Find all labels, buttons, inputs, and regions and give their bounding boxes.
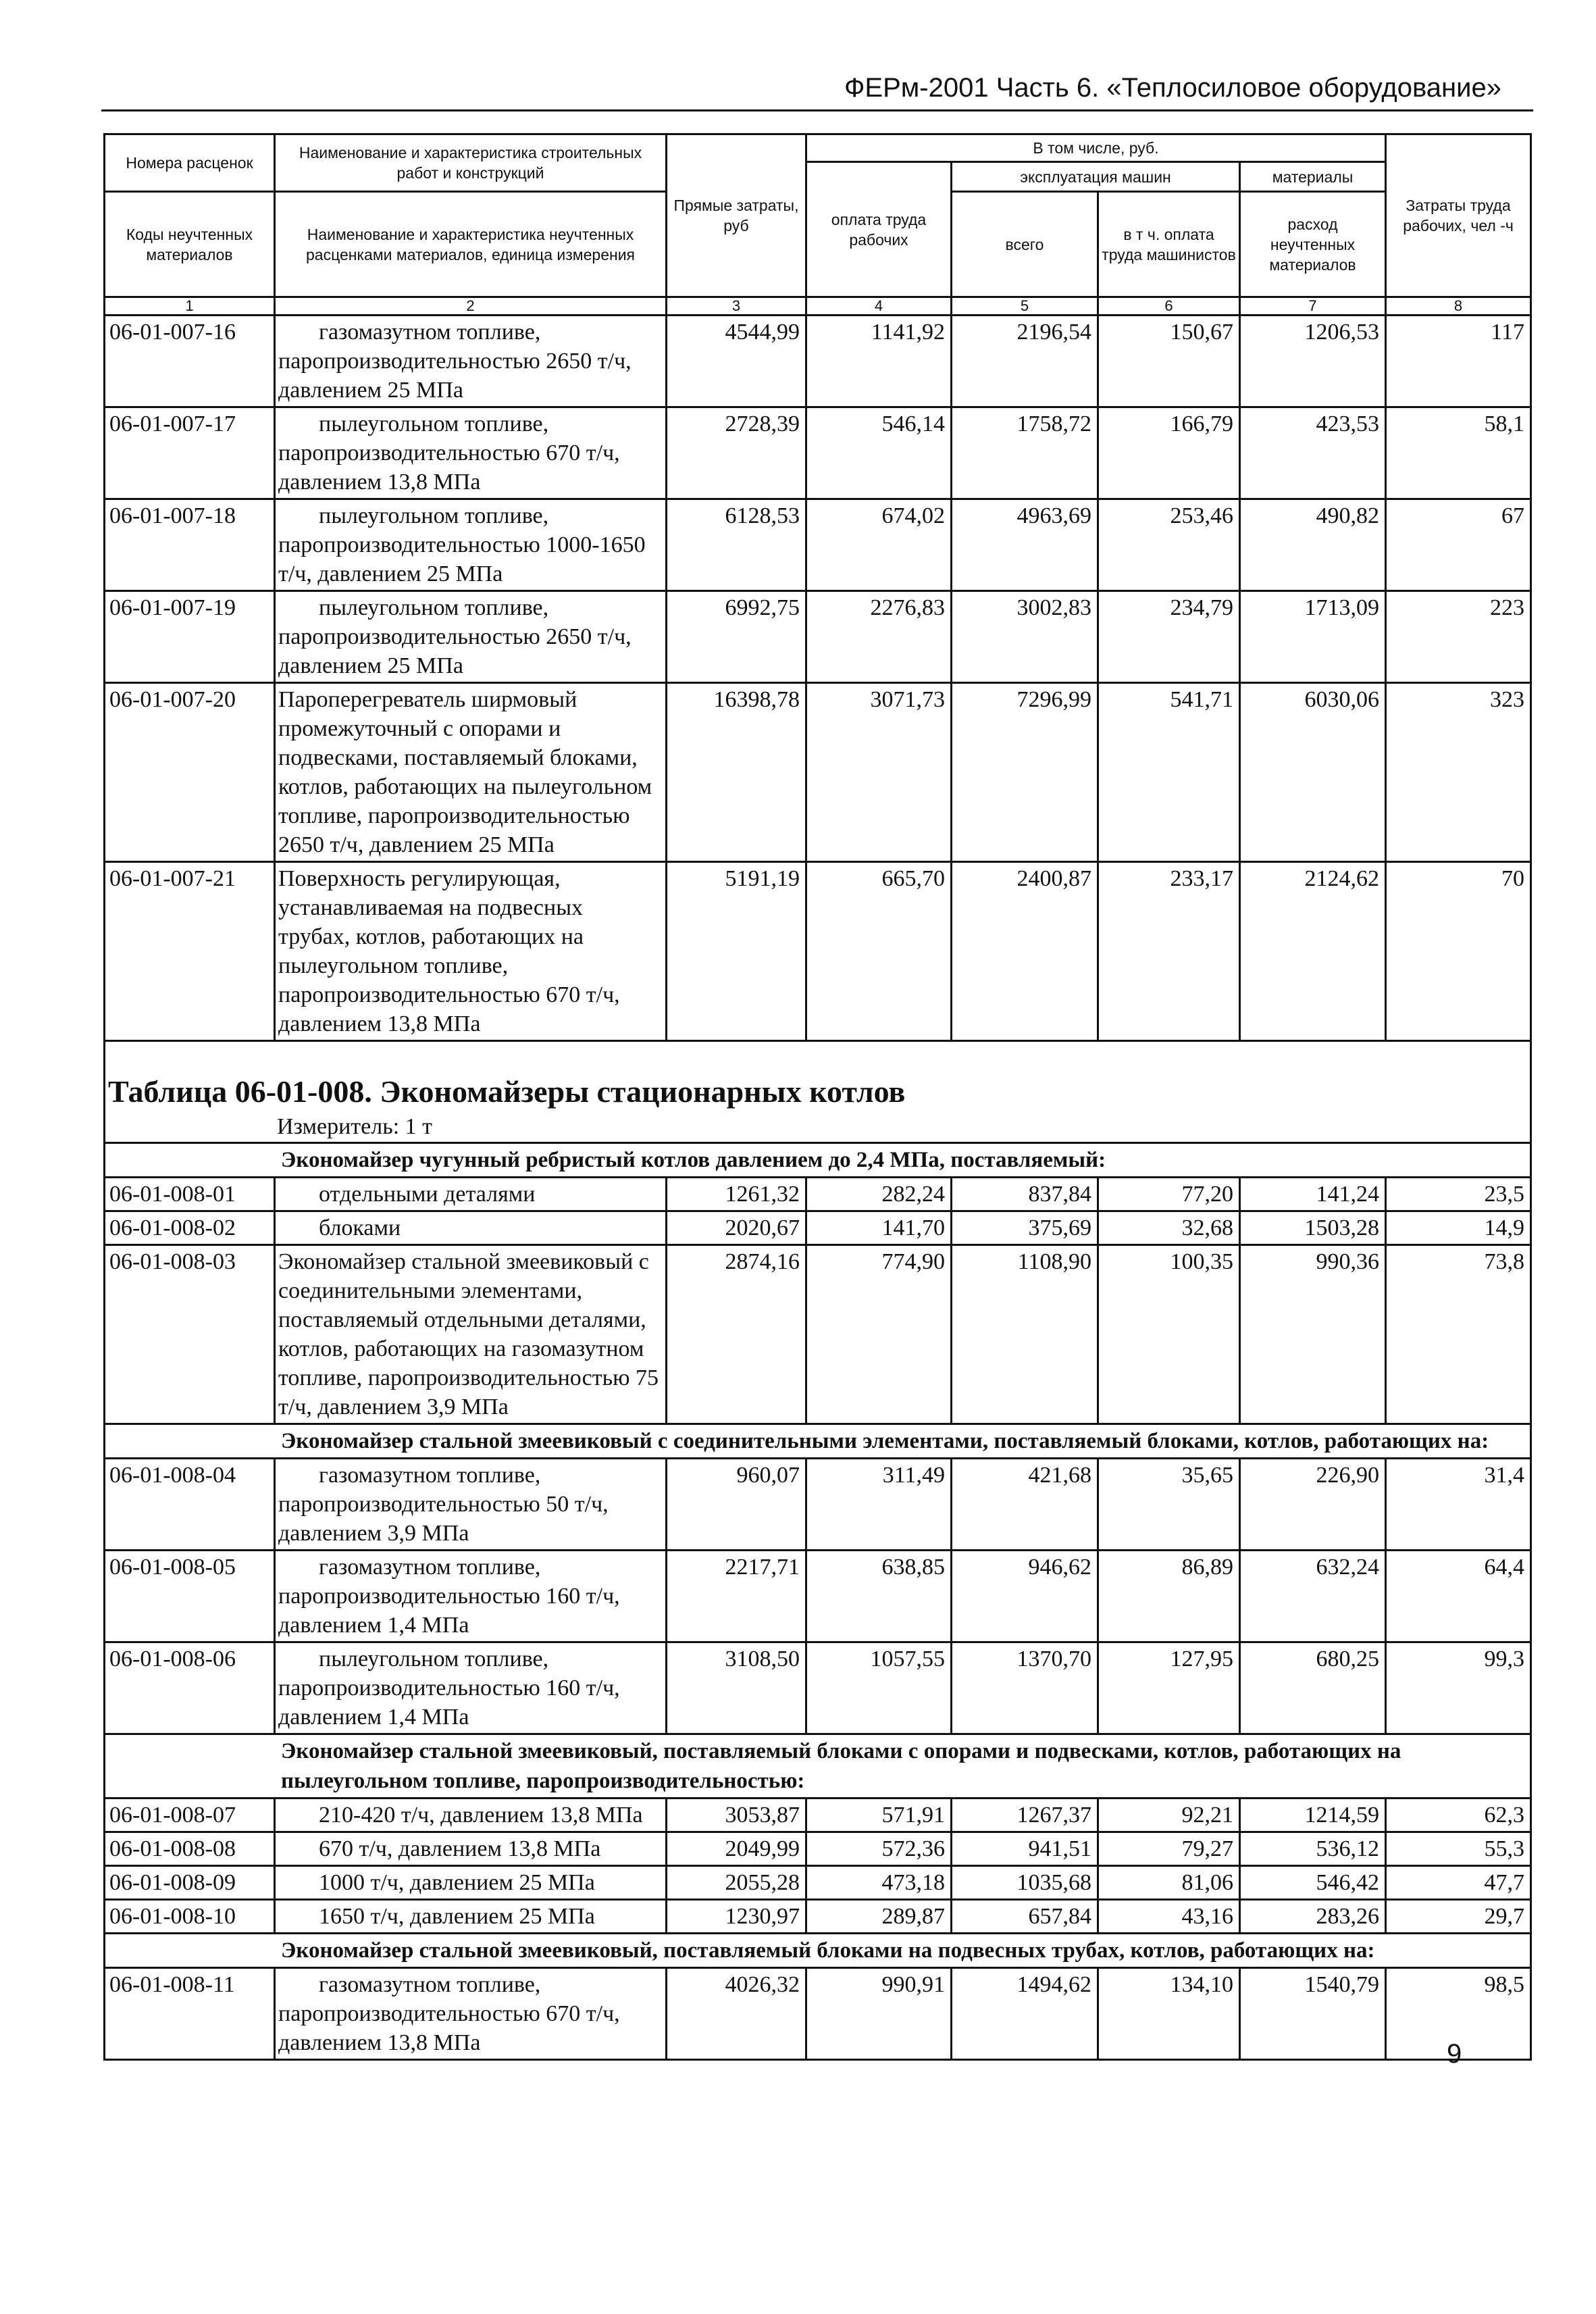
work-description: пылеугольном топливе, паропроизводительностью 2650 т/ч, давлением 25 МПа bbox=[275, 591, 667, 683]
labor-hours-value: 31,4 bbox=[1386, 1459, 1531, 1551]
worker-pay-value: 1141,92 bbox=[806, 316, 952, 407]
operator-pay-value: 79,27 bbox=[1098, 1832, 1240, 1866]
machines-total-value: 1494,62 bbox=[952, 1968, 1098, 2060]
worker-pay-value: 674,02 bbox=[806, 499, 952, 591]
col-number: 4 bbox=[806, 297, 952, 316]
rate-code: 06-01-007-20 bbox=[105, 683, 275, 862]
direct-costs-value: 16398,78 bbox=[667, 683, 806, 862]
table-row bbox=[105, 1866, 1531, 1900]
col-header-machines: эксплуатация машин bbox=[952, 162, 1240, 192]
machines-total-value: 7296,99 bbox=[952, 683, 1098, 862]
material-use-value: 2124,62 bbox=[1240, 862, 1386, 1041]
table-row bbox=[105, 862, 1531, 1041]
direct-costs-value: 3053,87 bbox=[667, 1799, 806, 1832]
machines-total-value: 1758,72 bbox=[952, 407, 1098, 499]
work-description: 1000 т/ч, давлением 25 МПа bbox=[275, 1866, 667, 1900]
operator-pay-value: 134,10 bbox=[1098, 1968, 1240, 2060]
work-description: газомазутном топливе, паропроизводительностью 50 т/ч, давлением 3,9 МПа bbox=[275, 1459, 667, 1551]
machines-total-value: 4963,69 bbox=[952, 499, 1098, 591]
worker-pay-value: 282,24 bbox=[806, 1178, 952, 1211]
machines-total-value: 837,84 bbox=[952, 1178, 1098, 1211]
col-header-rate-numbers: Номера расценок bbox=[105, 134, 275, 192]
group-heading: Экономайзер стальной змеевиковый, поставляемый блоками на подвесных трубах, котлов, работающих на: bbox=[105, 1934, 1531, 1968]
machines-total-value: 375,69 bbox=[952, 1211, 1098, 1245]
worker-pay-value: 571,91 bbox=[806, 1799, 952, 1832]
col-header-material-codes: Коды неучтенных материалов bbox=[105, 192, 275, 297]
work-description: газомазутном топливе, паропроизводительностью 2650 т/ч, давлением 25 МПа bbox=[275, 316, 667, 407]
material-use-value: 990,36 bbox=[1240, 1245, 1386, 1424]
work-description: Пароперегреватель ширмовый промежуточный с опорами и подвесками, поставляемый блоками, котлов, работающих на пылеугольном топливе, паропроизводительностью 2650 т/ч, давлением 25 МПа bbox=[275, 683, 667, 862]
machines-total-value: 1035,68 bbox=[952, 1866, 1098, 1900]
labor-hours-value: 64,4 bbox=[1386, 1551, 1531, 1642]
material-use-value: 226,90 bbox=[1240, 1459, 1386, 1551]
labor-hours-value: 70 bbox=[1386, 862, 1531, 1041]
col-header-work-name: Наименование и характеристика строительных работ и конструкций bbox=[275, 134, 667, 192]
worker-pay-value: 289,87 bbox=[806, 1900, 952, 1934]
material-use-value: 1713,09 bbox=[1240, 591, 1386, 683]
operator-pay-value: 32,68 bbox=[1098, 1211, 1240, 1245]
labor-hours-value: 99,3 bbox=[1386, 1642, 1531, 1734]
group-heading-row bbox=[105, 1934, 1531, 1968]
direct-costs-value: 2728,39 bbox=[667, 407, 806, 499]
col-number: 8 bbox=[1386, 297, 1531, 316]
worker-pay-value: 774,90 bbox=[806, 1245, 952, 1424]
rate-code: 06-01-007-19 bbox=[105, 591, 275, 683]
material-use-value: 546,42 bbox=[1240, 1866, 1386, 1900]
operator-pay-value: 127,95 bbox=[1098, 1642, 1240, 1734]
machines-total-value: 941,51 bbox=[952, 1832, 1098, 1866]
operator-pay-value: 234,79 bbox=[1098, 591, 1240, 683]
work-description: блоками bbox=[275, 1211, 667, 1245]
operator-pay-value: 92,21 bbox=[1098, 1799, 1240, 1832]
table-row bbox=[105, 1642, 1531, 1734]
section-title: Таблица 06-01-008. Экономайзеры стационарных котлов bbox=[108, 1074, 906, 1109]
table-row bbox=[105, 499, 1531, 591]
operator-pay-value: 86,89 bbox=[1098, 1551, 1240, 1642]
work-description: 210-420 т/ч, давлением 13,8 МПа bbox=[275, 1799, 667, 1832]
group-heading: Экономайзер стальной змеевиковый, поставляемый блоками с опорами и подвесками, котлов, работающих на пылеугольном топливе, паропроизводительностью: bbox=[105, 1734, 1531, 1799]
col-header-materials: материалы bbox=[1240, 162, 1386, 192]
group-heading: Экономайзер чугунный ребристый котлов давлением до 2,4 МПа, поставляемый: bbox=[105, 1143, 1531, 1178]
direct-costs-value: 2874,16 bbox=[667, 1245, 806, 1424]
direct-costs-value: 5191,19 bbox=[667, 862, 806, 1041]
material-use-value: 1214,59 bbox=[1240, 1799, 1386, 1832]
section-header bbox=[105, 1051, 1531, 1143]
table-row bbox=[105, 407, 1531, 499]
table-row bbox=[105, 1799, 1531, 1832]
operator-pay-value: 166,79 bbox=[1098, 407, 1240, 499]
material-use-value: 632,24 bbox=[1240, 1551, 1386, 1642]
operator-pay-value: 100,35 bbox=[1098, 1245, 1240, 1424]
labor-hours-value: 14,9 bbox=[1386, 1211, 1531, 1245]
labor-hours-value: 98,5 bbox=[1386, 1968, 1531, 2060]
material-use-value: 141,24 bbox=[1240, 1178, 1386, 1211]
machines-total-value: 1108,90 bbox=[952, 1245, 1098, 1424]
group-heading-row bbox=[105, 1424, 1531, 1459]
table-row bbox=[105, 591, 1531, 683]
work-description: пылеугольном топливе, паропроизводительностью 160 т/ч, давлением 1,4 МПа bbox=[275, 1642, 667, 1734]
labor-hours-value: 55,3 bbox=[1386, 1832, 1531, 1866]
material-use-value: 680,25 bbox=[1240, 1642, 1386, 1734]
direct-costs-value: 2217,71 bbox=[667, 1551, 806, 1642]
worker-pay-value: 1057,55 bbox=[806, 1642, 952, 1734]
rate-code: 06-01-007-16 bbox=[105, 316, 275, 407]
machines-total-value: 3002,83 bbox=[952, 591, 1098, 683]
table-row bbox=[105, 1211, 1531, 1245]
table-row bbox=[105, 1900, 1531, 1934]
table-row bbox=[105, 1245, 1531, 1424]
col-number: 1 bbox=[105, 297, 275, 316]
table-row bbox=[105, 1832, 1531, 1866]
rate-code: 06-01-008-10 bbox=[105, 1900, 275, 1934]
machines-total-value: 1370,70 bbox=[952, 1642, 1098, 1734]
spacer bbox=[105, 1041, 1531, 1052]
labor-hours-value: 47,7 bbox=[1386, 1866, 1531, 1900]
direct-costs-value: 3108,50 bbox=[667, 1642, 806, 1734]
table-row bbox=[105, 1551, 1531, 1642]
rate-code: 06-01-008-06 bbox=[105, 1642, 275, 1734]
col-header-worker-pay: оплата труда рабочих bbox=[806, 162, 952, 297]
labor-hours-value: 223 bbox=[1386, 591, 1531, 683]
table-row bbox=[105, 1459, 1531, 1551]
machines-total-value: 1267,37 bbox=[952, 1799, 1098, 1832]
work-description: газомазутном топливе, паропроизводительностью 670 т/ч, давлением 13,8 МПа bbox=[275, 1968, 667, 2060]
operator-pay-value: 35,65 bbox=[1098, 1459, 1240, 1551]
work-description: пылеугольном топливе, паропроизводительностью 1000-1650 т/ч, давлением 25 МПа bbox=[275, 499, 667, 591]
group-heading-row bbox=[105, 1734, 1531, 1799]
direct-costs-value: 2055,28 bbox=[667, 1866, 806, 1900]
work-description: Экономайзер стальной змеевиковый с соединительными элементами, поставляемый отдельными деталями, котлов, работающих на газомазутном топливе, паропроизводительностью 75 т/ч, давлением 3,9 МПа bbox=[275, 1245, 667, 1424]
unit-of-measure: Измеритель: 1 т bbox=[277, 1114, 433, 1139]
operator-pay-value: 541,71 bbox=[1098, 683, 1240, 862]
rate-code: 06-01-008-04 bbox=[105, 1459, 275, 1551]
col-header-direct-costs: Прямые затраты, руб bbox=[667, 134, 806, 297]
page-number: 9 bbox=[1447, 2039, 1462, 2069]
rate-code: 06-01-007-21 bbox=[105, 862, 275, 1041]
work-description: Поверхность регулирующая, устанавливаемая на подвесных трубах, котлов, работающих на пылеугольном топливе, паропроизводительностью 670 т/ч, давлением 13,8 МПа bbox=[275, 862, 667, 1041]
rate-code: 06-01-008-09 bbox=[105, 1866, 275, 1900]
col-header-material-name: Наименование и характеристика неучтенных расценками материалов, единица измерения bbox=[275, 192, 667, 297]
worker-pay-value: 638,85 bbox=[806, 1551, 952, 1642]
worker-pay-value: 141,70 bbox=[806, 1211, 952, 1245]
direct-costs-value: 4026,32 bbox=[667, 1968, 806, 2060]
rate-code: 06-01-008-03 bbox=[105, 1245, 275, 1424]
rates-table bbox=[103, 133, 1532, 2061]
rate-code: 06-01-008-02 bbox=[105, 1211, 275, 1245]
material-use-value: 536,12 bbox=[1240, 1832, 1386, 1866]
work-description: 1650 т/ч, давлением 25 МПа bbox=[275, 1900, 667, 1934]
worker-pay-value: 572,36 bbox=[806, 1832, 952, 1866]
worker-pay-value: 546,14 bbox=[806, 407, 952, 499]
material-use-value: 6030,06 bbox=[1240, 683, 1386, 862]
col-number: 3 bbox=[667, 297, 806, 316]
rate-code: 06-01-008-05 bbox=[105, 1551, 275, 1642]
worker-pay-value: 473,18 bbox=[806, 1866, 952, 1900]
direct-costs-value: 6992,75 bbox=[667, 591, 806, 683]
labor-hours-value: 73,8 bbox=[1386, 1245, 1531, 1424]
machines-total-value: 2196,54 bbox=[952, 316, 1098, 407]
worker-pay-value: 665,70 bbox=[806, 862, 952, 1041]
rate-code: 06-01-007-18 bbox=[105, 499, 275, 591]
col-number: 5 bbox=[952, 297, 1098, 316]
labor-hours-value: 58,1 bbox=[1386, 407, 1531, 499]
material-use-value: 1206,53 bbox=[1240, 316, 1386, 407]
group-heading: Экономайзер стальной змеевиковый с соединительными элементами, поставляемый блоками, котлов, работающих на: bbox=[105, 1424, 1531, 1459]
rate-code: 06-01-007-17 bbox=[105, 407, 275, 499]
col-number: 7 bbox=[1240, 297, 1386, 316]
header-rule bbox=[101, 109, 1533, 111]
table-row bbox=[105, 1178, 1531, 1211]
direct-costs-value: 1230,97 bbox=[667, 1900, 806, 1934]
table-row bbox=[105, 316, 1531, 407]
col-number: 6 bbox=[1098, 297, 1240, 316]
rate-code: 06-01-008-08 bbox=[105, 1832, 275, 1866]
direct-costs-value: 6128,53 bbox=[667, 499, 806, 591]
work-description: газомазутном топливе, паропроизводительностью 160 т/ч, давлением 1,4 МПа bbox=[275, 1551, 667, 1642]
col-header-machines-total: всего bbox=[952, 192, 1098, 297]
labor-hours-value: 117 bbox=[1386, 316, 1531, 407]
labor-hours-value: 29,7 bbox=[1386, 1900, 1531, 1934]
machines-total-value: 657,84 bbox=[952, 1900, 1098, 1934]
col-header-labor-hours: Затраты труда рабочих, чел -ч bbox=[1386, 134, 1531, 297]
group-heading-row bbox=[105, 1143, 1531, 1178]
rate-code: 06-01-008-11 bbox=[105, 1968, 275, 2060]
rate-code: 06-01-008-01 bbox=[105, 1178, 275, 1211]
work-description: 670 т/ч, давлением 13,8 МПа bbox=[275, 1832, 667, 1866]
labor-hours-value: 62,3 bbox=[1386, 1799, 1531, 1832]
material-use-value: 283,26 bbox=[1240, 1900, 1386, 1934]
machines-total-value: 946,62 bbox=[952, 1551, 1098, 1642]
labor-hours-value: 323 bbox=[1386, 683, 1531, 862]
worker-pay-value: 990,91 bbox=[806, 1968, 952, 2060]
direct-costs-value: 2049,99 bbox=[667, 1832, 806, 1866]
labor-hours-value: 67 bbox=[1386, 499, 1531, 591]
direct-costs-value: 2020,67 bbox=[667, 1211, 806, 1245]
table-row bbox=[105, 1968, 1531, 2060]
labor-hours-value: 23,5 bbox=[1386, 1178, 1531, 1211]
operator-pay-value: 81,06 bbox=[1098, 1866, 1240, 1900]
rate-code: 06-01-008-07 bbox=[105, 1799, 275, 1832]
material-use-value: 423,53 bbox=[1240, 407, 1386, 499]
direct-costs-value: 4544,99 bbox=[667, 316, 806, 407]
worker-pay-value: 311,49 bbox=[806, 1459, 952, 1551]
direct-costs-value: 960,07 bbox=[667, 1459, 806, 1551]
work-description: пылеугольном топливе, паропроизводительностью 670 т/ч, давлением 13,8 МПа bbox=[275, 407, 667, 499]
col-header-material-use: расход неучтенных материалов bbox=[1240, 192, 1386, 297]
table-row bbox=[105, 683, 1531, 862]
worker-pay-value: 3071,73 bbox=[806, 683, 952, 862]
col-header-operator-pay: в т ч. оплата труда машинистов bbox=[1098, 192, 1240, 297]
operator-pay-value: 253,46 bbox=[1098, 499, 1240, 591]
material-use-value: 1540,79 bbox=[1240, 1968, 1386, 2060]
running-title: ФЕРм-2001 Часть 6. «Теплосиловое оборудование» bbox=[844, 73, 1501, 103]
worker-pay-value: 2276,83 bbox=[806, 591, 952, 683]
direct-costs-value: 1261,32 bbox=[667, 1178, 806, 1211]
operator-pay-value: 150,67 bbox=[1098, 316, 1240, 407]
machines-total-value: 2400,87 bbox=[952, 862, 1098, 1041]
work-description: отдельными деталями bbox=[275, 1178, 667, 1211]
col-number: 2 bbox=[275, 297, 667, 316]
operator-pay-value: 43,16 bbox=[1098, 1900, 1240, 1934]
material-use-value: 1503,28 bbox=[1240, 1211, 1386, 1245]
machines-total-value: 421,68 bbox=[952, 1459, 1098, 1551]
operator-pay-value: 233,17 bbox=[1098, 862, 1240, 1041]
col-header-including: В том числе, руб. bbox=[806, 134, 1386, 162]
operator-pay-value: 77,20 bbox=[1098, 1178, 1240, 1211]
material-use-value: 490,82 bbox=[1240, 499, 1386, 591]
